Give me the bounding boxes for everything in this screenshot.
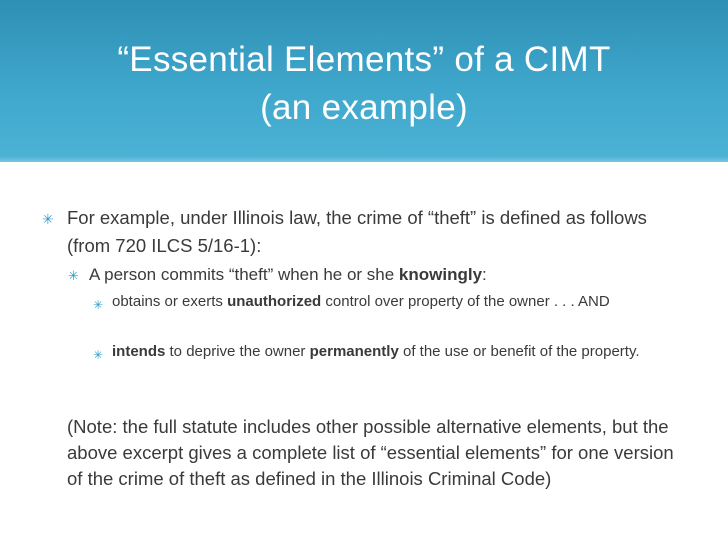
title-band [0, 0, 728, 162]
bullet-level2-text [89, 262, 689, 287]
title-line-1: “Essential Elements” of a CIMT [117, 40, 611, 79]
level3-2-bold-start: intends [112, 343, 166, 360]
level3-1-prefix: obtains or exerts [112, 293, 228, 310]
slide-title [60, 36, 668, 132]
bullet-icon: ✳ [93, 298, 104, 312]
level3-2-middle: to deprive the owner [165, 343, 310, 360]
bullet-level1-text: For example, under Illinois law, the crime of “theft” is defined as follows (from 720 ILCS 5/16-1): [67, 207, 647, 256]
level3-1-suffix: control over property of the owner . . . AND [321, 293, 610, 310]
bullet-icon: ✳ [68, 268, 79, 283]
bullet-icon: ✳ [42, 211, 54, 227]
title-line-2: (an example) [260, 88, 468, 127]
bullet-level3-text-1 [112, 290, 672, 314]
bullet-icon: ✳ [93, 348, 104, 362]
level3-2-bold-mid: permanently [309, 343, 399, 360]
level2-prefix: A person commits “theft” when he or she [89, 265, 399, 284]
level3-1-bold: unauthorized [227, 293, 322, 310]
bullet-level3-text-2 [112, 340, 672, 364]
level2-suffix: : [482, 265, 487, 284]
note-paragraph: (Note: the full statute includes other possible alternative elements, but the above excerpt gives a complete list of “essential elements” for one version of the crime of theft as defined in the Illinois Criminal Code) [67, 416, 674, 489]
level3-2-suffix: of the use or benefit of the property. [398, 343, 640, 360]
level2-bold: knowingly [398, 265, 483, 284]
